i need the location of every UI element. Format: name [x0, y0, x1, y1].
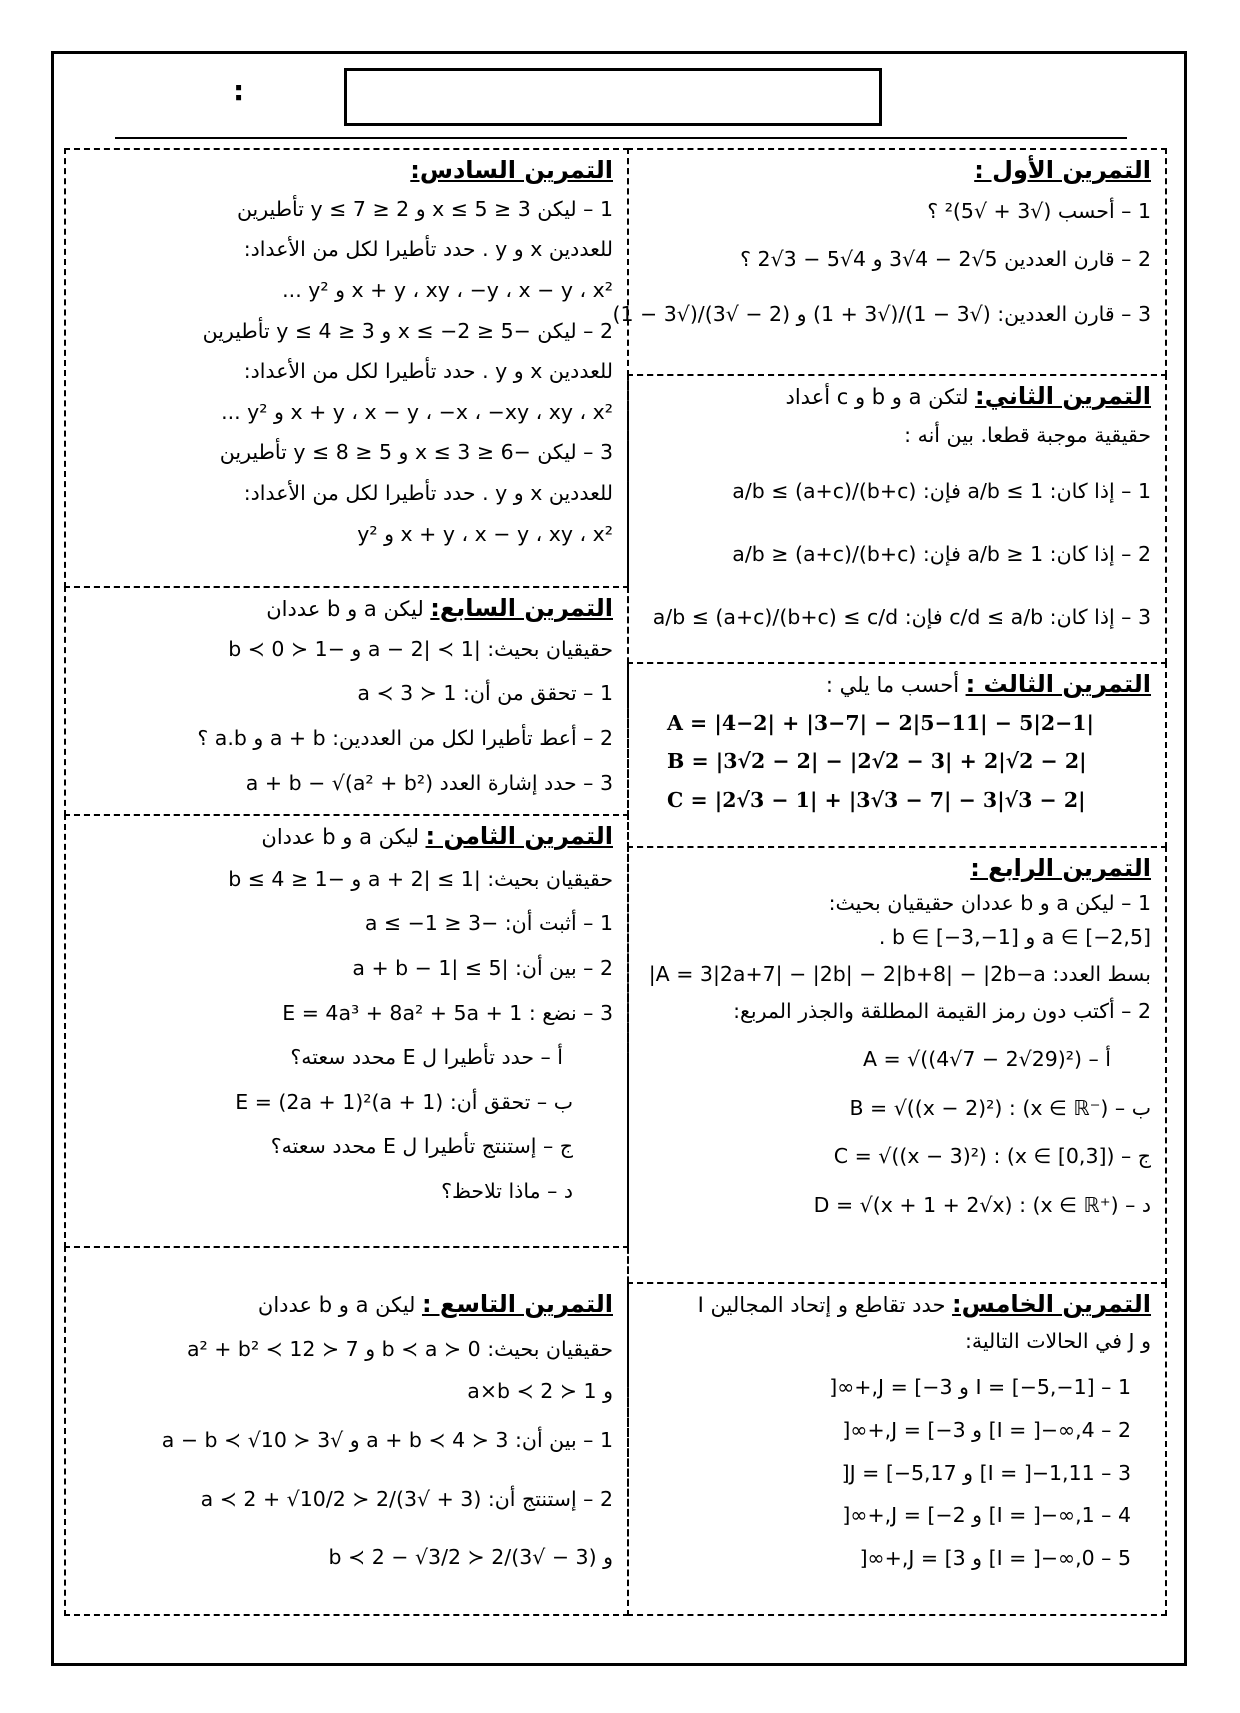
exercise-6-q1-text: للعددين x و y . حدد تأطيرا لكل من الأعداد:: [243, 237, 613, 262]
exercise-5-case-4: 4 – I = ]−∞,1] و J = [−2,+∞[: [842, 1503, 1131, 1528]
exercise-8-q3: 3 – نضع : E = 4a³ + 8a² + 5a + 1: [282, 1000, 613, 1025]
exercise-9-q1: 1 – بين أن: 3 ≺ a + b ≺ 4 و √3 ≺ a − b ≺ √10: [161, 1427, 613, 1452]
exercise-4-domain: a ∈ [−2,5] و b ∈ [−3,−1] .: [878, 925, 1151, 950]
exercise-5: [627, 1282, 1167, 1616]
exercise-7-statement: حقيقيان بحيث: |a − 2| ≺ 1 و −1 ≺ b ≺ 0: [228, 636, 613, 661]
exercise-2-q1: 1 – إذا كان: a/b ≤ 1 فإن: a/b ≤ (a+c)/(b+c): [732, 479, 1151, 504]
exercise-8-q1: 1 – أثبت أن: −3 ≤ a ≤ −1: [364, 911, 613, 936]
exercise-7-title: التمرين السابع:: [430, 594, 613, 622]
exercise-9-statement-2: و 1 ≺ a×b ≺ 2: [467, 1379, 613, 1404]
exercise-4-part-d: د – D = √(x + 1 + 2√x) : (x ∈ ℝ⁺): [813, 1192, 1151, 1217]
exercise-6-q3-list: x + y ، x − y ، xy ، x² و y²: [357, 521, 613, 546]
exercise-6-q2-list: x + y ، x − y ، −x ، −xy ، xy ، x² و y² ...: [221, 399, 613, 424]
exercise-4-title: التمرين الرابع :: [970, 854, 1151, 882]
exercise-6-q1-list: x + y ، xy ، −y ، x − y ، x² و y² ...: [282, 277, 613, 302]
exercise-5-title: التمرين الخامس:: [952, 1290, 1151, 1318]
exercise-6-q2-text: للعددين x و y . حدد تأطيرا لكل من الأعداد:: [243, 359, 613, 384]
exercise-2-q3: 3 – إذا كان: c/d ≤ a/b فإن: a/b ≤ (a+c)/(b+c) ≤ c/d: [652, 604, 1151, 629]
exercise-9-title: التمرين التاسع :: [421, 1290, 613, 1318]
exercise-6-q3: 3 – ليكن −6 ≤ x ≤ 3 و 5 ≤ y ≤ 8 تأطيرين: [219, 440, 613, 465]
exercise-7-intro: ليكن a و b عددان: [266, 597, 424, 621]
exercise-8-part-a: أ – حدد تأطيرا ل E محدد سعته؟: [290, 1045, 563, 1070]
exercise-3: [627, 662, 1167, 848]
exercise-9-statement: حقيقيان بحيث: 0 ≺ b ≺ a و 7 ≺ a² + b² ≺ 12: [186, 1336, 613, 1361]
exercise-8-part-c: ج – إستنتج تأطيرا ل E محدد سعته؟: [270, 1134, 573, 1159]
exercise-4-part-c: ج – C = √((x − 3)²) : (x ∈ [0,3]): [833, 1144, 1151, 1169]
exercise-9-intro: ليكن a و b عددان: [257, 1293, 416, 1317]
exercise-1-q3: 3 – قارن العددين: (√3 − 1)/(√3 + 1) و (2 − √3)/(√3 − 1): [612, 301, 1151, 326]
exercise-5-statement: و J في الحالات التالية:: [964, 1328, 1151, 1353]
exercise-6-title: التمرين السادس:: [410, 156, 613, 184]
exercise-4-part-a: أ – A = √((4√7 − 2√29)²): [862, 1047, 1111, 1072]
exercise-6-q2: 2 – ليكن −5 ≤ x ≤ −2 و 3 ≤ y ≤ 4 تأطيرين: [202, 318, 613, 343]
exercise-8-title: التمرين الثامن :: [425, 822, 613, 850]
exercise-2-intro: لتكن a و b و c أعداد: [785, 385, 969, 409]
exercise-1-q2: 2 – قارن العددين 5√2 − 4√3 و 4√5 − 3√2 ؟: [740, 247, 1151, 272]
exercise-8: [64, 814, 629, 1248]
name-colon: :: [233, 74, 245, 107]
exercise-4-q1: 1 – ليكن a و b عددان حقيقيان بحيث:: [828, 890, 1151, 915]
exercise-7-q2: 2 – أعط تأطيرا لكل من العددين: a + b و a.b ؟: [197, 725, 613, 750]
exercise-1: [612, 148, 1167, 376]
exercise-3-title: التمرين الثالث :: [965, 670, 1151, 698]
exercise-4-simplify: بسط العدد: A = 3|2a+7| − |2b| − 2|b+8| − |2b−a|: [648, 961, 1151, 986]
exercise-9-q2: 2 – إستنتج أن: (3 + √3)/2 ≺ a ≺ 2 + √10/2: [200, 1486, 613, 1511]
exercise-8-statement: حقيقيان بحيث: |a + 2| ≤ 1 و −1 ≤ b ≤ 4: [228, 866, 613, 891]
exercise-8-q2: 2 – بين أن: |a + b − 1| ≤ 5: [352, 955, 613, 980]
exercise-3-expr-a: A = |4−2| + |3−7| − 2|5−11| − 5|2−1|: [667, 710, 1094, 735]
exercise-5-case-2: 2 – I = ]−∞,4] و J = [−3,+∞[: [842, 1417, 1131, 1442]
exercise-2-title: التمرين الثاني:: [975, 382, 1151, 410]
header-title-box: [344, 68, 882, 126]
exercise-1-title: التمرين الأول :: [974, 156, 1151, 184]
exercise-7-q1: 1 – تحقق من أن: 1 ≺ a ≺ 3: [357, 681, 613, 706]
exercise-8-part-d: د – ماذا تلاحظ؟: [441, 1178, 573, 1203]
exercise-3-expr-c: C = |2√3 − 1| + |3√3 − 7| − 3|√3 − 2|: [667, 787, 1086, 812]
exercise-2: [627, 374, 1167, 664]
exercise-2-statement: حقيقية موجبة قطعا. بين أنه :: [904, 422, 1151, 447]
exercise-7: [64, 586, 629, 816]
exercise-6-q1: 1 – ليكن 3 ≤ x ≤ 5 و 2 ≤ y ≤ 7 تأطيرين: [236, 196, 613, 221]
exercise-9: [64, 1246, 629, 1616]
exercise-3-intro: أحسب ما يلي :: [825, 673, 960, 697]
exercise-8-part-b: ب – تحقق أن: E = (2a + 1)²(a + 1): [235, 1089, 573, 1114]
exercise-1-q1: 1 – أحسب (√3 + √5)² ؟: [927, 198, 1151, 223]
header-rule: [115, 137, 1127, 139]
exercise-5-intro: حدد تقاطع و إتحاد المجالين I: [697, 1293, 946, 1317]
exercise-6: [64, 148, 629, 588]
exercise-5-case-5: 5 – I = ]−∞,0] و J = [3,+∞[: [859, 1545, 1131, 1570]
exercise-8-intro: ليكن a و b عددان: [261, 825, 419, 849]
exercise-4-q2: 2 – أكتب دون رمز القيمة المطلقة والجذر المربع:: [733, 998, 1151, 1023]
exercise-6-q3-text: للعددين x و y . حدد تأطيرا لكل من الأعداد:: [243, 480, 613, 505]
exercise-3-expr-b: B = |3√2 − 2| − |2√2 − 3| + 2|√2 − 2|: [667, 749, 1087, 774]
exercise-9-q2-b: و (3 − √3)/2 ≺ b ≺ 2 − √3/2: [328, 1545, 613, 1570]
exercise-2-q2: 2 – إذا كان: a/b ≥ 1 فإن: a/b ≥ (a+c)/(b+c): [732, 541, 1151, 566]
exercise-7-q3: 3 – حدد إشارة العدد a + b − √(a² + b²): [245, 770, 613, 795]
exercise-5-case-1: 1 – I = [−5,−1] و J = [−3,+∞[: [829, 1375, 1131, 1400]
exercise-4: [627, 846, 1167, 1284]
exercise-5-case-3: 3 – I = ]−1,11] و J = [−5,17[: [841, 1460, 1131, 1485]
exercise-4-part-b: ب – B = √((x − 2)²) : (x ∈ ℝ⁻): [849, 1095, 1151, 1120]
